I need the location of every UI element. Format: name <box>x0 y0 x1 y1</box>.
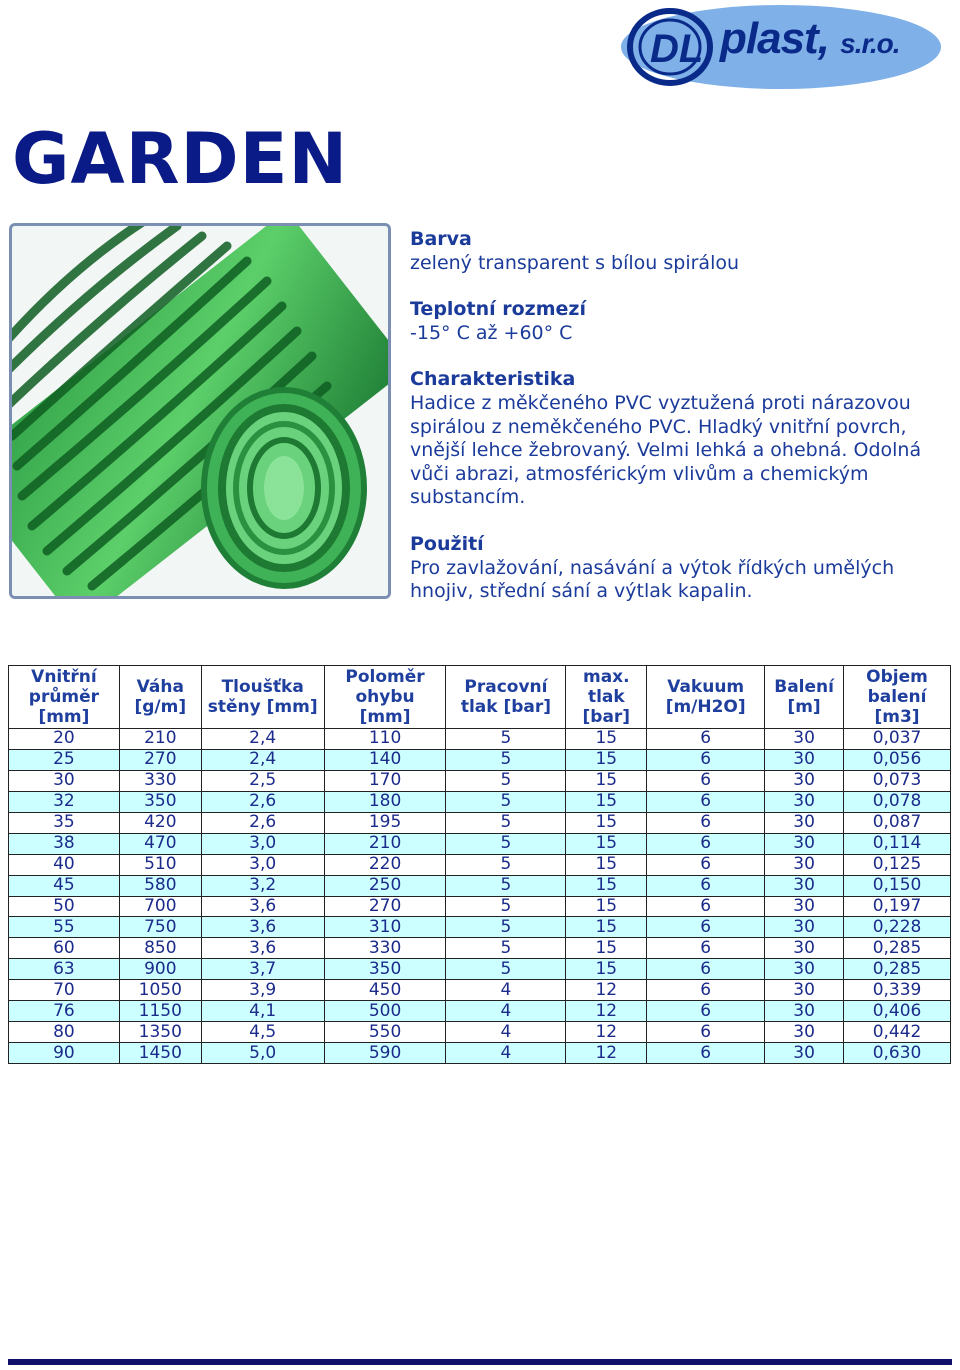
table-cell: 700 <box>119 896 201 917</box>
table-cell: 30 <box>765 875 844 896</box>
table-cell: 5 <box>446 791 566 812</box>
table-cell: 63 <box>9 959 120 980</box>
table-cell: 6 <box>647 791 765 812</box>
column-header-line: tlak [bar] <box>460 697 552 717</box>
table-cell: 330 <box>119 770 201 791</box>
table-cell: 30 <box>765 729 844 750</box>
column-header-line: [bar] <box>582 707 631 727</box>
table-cell: 330 <box>324 938 446 959</box>
table-row <box>9 1001 951 1022</box>
column-header-line: Vakuum <box>667 677 745 697</box>
table-cell: 4 <box>446 1022 566 1043</box>
table-cell: 0,073 <box>844 770 951 791</box>
table-cell: 2,5 <box>201 770 324 791</box>
table-cell: 5 <box>446 812 566 833</box>
table-row <box>9 770 951 791</box>
table-cell: 12 <box>566 1022 647 1043</box>
product-photo <box>9 223 391 599</box>
brand-name: plast, <box>720 14 829 63</box>
table-cell: 5 <box>446 749 566 770</box>
section-characteristics <box>410 368 950 510</box>
table-row <box>9 875 951 896</box>
column-header-line: tlak <box>587 687 625 707</box>
table-cell: 45 <box>9 875 120 896</box>
table-cell: 500 <box>324 1001 446 1022</box>
table-cell: 30 <box>765 749 844 770</box>
table-row <box>9 1043 951 1064</box>
table-cell: 12 <box>566 1001 647 1022</box>
table-cell: 0,087 <box>844 812 951 833</box>
table-cell: 15 <box>566 833 647 854</box>
table-cell: 6 <box>647 896 765 917</box>
table-row <box>9 917 951 938</box>
table-cell: 12 <box>566 980 647 1001</box>
table-cell: 15 <box>566 875 647 896</box>
table-cell: 250 <box>324 875 446 896</box>
column-header-line: ohybu <box>355 687 415 707</box>
table-cell: 30 <box>765 896 844 917</box>
column-header <box>119 666 201 729</box>
logo-wordmark <box>720 14 900 64</box>
table-cell: 195 <box>324 812 446 833</box>
column-header-line: [m3] <box>874 707 920 727</box>
table-cell: 60 <box>9 938 120 959</box>
table-cell: 900 <box>119 959 201 980</box>
table-cell: 0,285 <box>844 938 951 959</box>
table-cell: 30 <box>765 938 844 959</box>
table-cell: 20 <box>9 729 120 750</box>
table-cell: 55 <box>9 917 120 938</box>
table-cell: 32 <box>9 791 120 812</box>
table-row <box>9 980 951 1001</box>
table-cell: 0,150 <box>844 875 951 896</box>
column-header <box>201 666 324 729</box>
table-cell: 450 <box>324 980 446 1001</box>
section-heading: Barva <box>410 228 472 250</box>
table-cell: 350 <box>119 791 201 812</box>
table-cell: 6 <box>647 833 765 854</box>
table-cell: 6 <box>647 749 765 770</box>
column-header-line: [g/m] <box>134 697 187 717</box>
section-heading: Teplotní rozmezí <box>410 298 586 321</box>
table-cell: 15 <box>566 959 647 980</box>
column-header <box>765 666 844 729</box>
table-cell: 3,0 <box>201 833 324 854</box>
table-cell: 5 <box>446 917 566 938</box>
table-cell: 6 <box>647 770 765 791</box>
column-header <box>9 666 120 729</box>
table-cell: 270 <box>324 896 446 917</box>
column-header-line: balení <box>867 687 927 707</box>
column-header <box>446 666 566 729</box>
table-cell: 0,114 <box>844 833 951 854</box>
column-header-line: průměr <box>28 687 100 707</box>
table-cell: 70 <box>9 980 120 1001</box>
table-body <box>9 729 951 1064</box>
section-color <box>410 228 950 275</box>
column-header-line: [m] <box>787 697 821 717</box>
table-cell: 90 <box>9 1043 120 1064</box>
table-cell: 180 <box>324 791 446 812</box>
table-row <box>9 896 951 917</box>
column-header <box>566 666 647 729</box>
table-cell: 15 <box>566 917 647 938</box>
table-cell: 310 <box>324 917 446 938</box>
table-cell: 3,9 <box>201 980 324 1001</box>
table-cell: 0,442 <box>844 1022 951 1043</box>
table-cell: 30 <box>765 770 844 791</box>
table-cell: 6 <box>647 959 765 980</box>
table-cell: 6 <box>647 854 765 875</box>
column-header-line: Vnitřní <box>31 667 97 687</box>
column-header-line: [mm] <box>38 707 90 727</box>
table-cell: 15 <box>566 854 647 875</box>
table-cell: 4 <box>446 1043 566 1064</box>
table-row <box>9 791 951 812</box>
table-cell: 6 <box>647 917 765 938</box>
table-cell: 15 <box>566 938 647 959</box>
table-cell: 5 <box>446 854 566 875</box>
table-cell: 25 <box>9 749 120 770</box>
table-cell: 6 <box>647 875 765 896</box>
table-cell: 140 <box>324 749 446 770</box>
table-cell: 470 <box>119 833 201 854</box>
table-cell: 38 <box>9 833 120 854</box>
column-header-line: Váha <box>136 677 184 697</box>
table-cell: 2,6 <box>201 812 324 833</box>
table-cell: 3,0 <box>201 854 324 875</box>
column-header-line: max. <box>583 667 630 687</box>
table-cell: 3,6 <box>201 938 324 959</box>
hose-illustration <box>12 226 388 596</box>
table-cell: 3,6 <box>201 917 324 938</box>
column-header-line: Balení <box>774 677 834 697</box>
table-cell: 5 <box>446 875 566 896</box>
table-cell: 30 <box>765 1022 844 1043</box>
column-header <box>647 666 765 729</box>
column-header-line: [mm] <box>359 707 411 727</box>
table-cell: 30 <box>765 833 844 854</box>
section-temperature <box>410 298 950 345</box>
footer-rule <box>8 1359 952 1365</box>
section-heading: Charakteristika <box>410 368 576 391</box>
section-text: Pro zavlažování, nasávání a výtok řídkých umělých hnojiv, střední sání a výtlak kapalin. <box>410 556 895 603</box>
table-cell: 15 <box>566 812 647 833</box>
column-header-line: Objem <box>866 667 928 687</box>
table-cell: 76 <box>9 1001 120 1022</box>
table-cell: 30 <box>765 812 844 833</box>
section-usage <box>410 533 950 604</box>
table-row <box>9 1022 951 1043</box>
table-cell: 580 <box>119 875 201 896</box>
table-cell: 5 <box>446 938 566 959</box>
table-row <box>9 938 951 959</box>
table-cell: 6 <box>647 980 765 1001</box>
section-heading: Použití <box>410 532 484 555</box>
table-cell: 0,078 <box>844 791 951 812</box>
table-cell: 1350 <box>119 1022 201 1043</box>
table-cell: 420 <box>119 812 201 833</box>
product-title: GARDEN <box>12 118 349 200</box>
table-row <box>9 833 951 854</box>
table-cell: 12 <box>566 1043 647 1064</box>
table-cell: 30 <box>765 854 844 875</box>
table-cell: 15 <box>566 791 647 812</box>
table-cell: 0,056 <box>844 749 951 770</box>
table-cell: 5 <box>446 729 566 750</box>
column-header-line: Pracovní <box>464 677 548 697</box>
product-info <box>410 228 950 627</box>
table-cell: 5 <box>446 770 566 791</box>
table-cell: 6 <box>647 1022 765 1043</box>
table-cell: 40 <box>9 854 120 875</box>
table-cell: 0,285 <box>844 959 951 980</box>
table-cell: 30 <box>9 770 120 791</box>
table-cell: 3,2 <box>201 875 324 896</box>
table-cell: 2,4 <box>201 729 324 750</box>
table-cell: 15 <box>566 749 647 770</box>
table-cell: 2,4 <box>201 749 324 770</box>
table-row <box>9 854 951 875</box>
column-header-line: Poloměr <box>345 667 425 687</box>
table-cell: 35 <box>9 812 120 833</box>
spec-table <box>8 665 951 1064</box>
table-cell: 350 <box>324 959 446 980</box>
table-cell: 30 <box>765 791 844 812</box>
table-cell: 30 <box>765 1043 844 1064</box>
table-cell: 30 <box>765 959 844 980</box>
table-cell: 210 <box>119 729 201 750</box>
table-row <box>9 959 951 980</box>
table-cell: 5 <box>446 959 566 980</box>
table-cell: 30 <box>765 917 844 938</box>
logo-letters: DL <box>650 27 704 71</box>
table-cell: 0,228 <box>844 917 951 938</box>
table-cell: 4,1 <box>201 1001 324 1022</box>
column-header-line: Tloušťka <box>221 677 304 697</box>
table-cell: 5 <box>446 833 566 854</box>
table-row <box>9 749 951 770</box>
table-cell: 4,5 <box>201 1022 324 1043</box>
table-cell: 110 <box>324 729 446 750</box>
column-header-line: stěny [mm] <box>207 697 318 717</box>
section-text: -15° C až +60° C <box>410 321 573 344</box>
table-cell: 1150 <box>119 1001 201 1022</box>
table-cell: 550 <box>324 1022 446 1043</box>
brand-suffix: s.r.o. <box>840 28 900 59</box>
section-text: zelený transparent s bílou spirálou <box>410 251 740 274</box>
table-cell: 1050 <box>119 980 201 1001</box>
table-cell: 15 <box>566 896 647 917</box>
table-cell: 0,197 <box>844 896 951 917</box>
table-cell: 5 <box>446 896 566 917</box>
table-header-row <box>9 666 951 729</box>
table-cell: 6 <box>647 1001 765 1022</box>
table-cell: 510 <box>119 854 201 875</box>
table-row <box>9 729 951 750</box>
section-text: Hadice z měkčeného PVC vyztužená proti nárazovou spirálou z neměkčeného PVC. Hladký vnitřní povrch, vnější lehce žebrovaný. Velmi lehká a ohebná. Odolná vůči abrazi, atmosférickým vlivům a chemickým substancím. <box>410 391 922 509</box>
table-cell: 270 <box>119 749 201 770</box>
table-cell: 0,339 <box>844 980 951 1001</box>
table-cell: 15 <box>566 729 647 750</box>
table-cell: 850 <box>119 938 201 959</box>
table-cell: 80 <box>9 1022 120 1043</box>
table-cell: 0,037 <box>844 729 951 750</box>
table-cell: 3,7 <box>201 959 324 980</box>
table-cell: 50 <box>9 896 120 917</box>
table-cell: 1450 <box>119 1043 201 1064</box>
table-cell: 170 <box>324 770 446 791</box>
table-cell: 2,6 <box>201 791 324 812</box>
table-cell: 5,0 <box>201 1043 324 1064</box>
table-cell: 4 <box>446 980 566 1001</box>
table-cell: 30 <box>765 980 844 1001</box>
column-header <box>844 666 951 729</box>
table-cell: 0,125 <box>844 854 951 875</box>
column-header <box>324 666 446 729</box>
table-cell: 0,406 <box>844 1001 951 1022</box>
table-cell: 750 <box>119 917 201 938</box>
table-cell: 4 <box>446 1001 566 1022</box>
table-cell: 3,6 <box>201 896 324 917</box>
table-cell: 6 <box>647 729 765 750</box>
table-cell: 0,630 <box>844 1043 951 1064</box>
table-row <box>9 812 951 833</box>
table-cell: 6 <box>647 938 765 959</box>
table-cell: 210 <box>324 833 446 854</box>
table-cell: 6 <box>647 1043 765 1064</box>
company-logo <box>620 4 942 90</box>
column-header-line: [m/H2O] <box>665 697 746 717</box>
table-cell: 6 <box>647 812 765 833</box>
table-cell: 15 <box>566 770 647 791</box>
table-cell: 220 <box>324 854 446 875</box>
table-cell: 30 <box>765 1001 844 1022</box>
table-cell: 590 <box>324 1043 446 1064</box>
